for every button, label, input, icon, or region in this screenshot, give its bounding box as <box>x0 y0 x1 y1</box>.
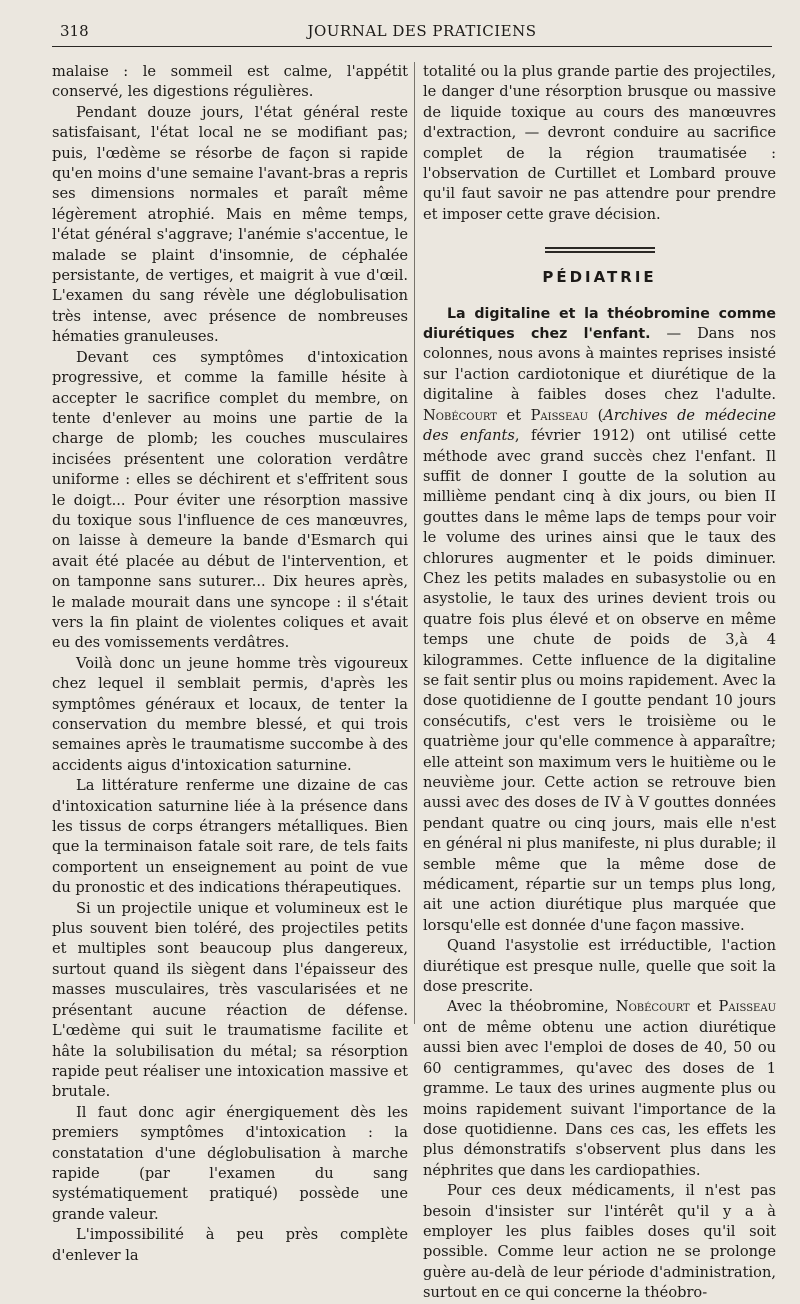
paragraph: La littérature renferme une dizaine de cas d'intoxication saturnine liée à la présence dans les tissus de corps étrangers métalliques. Bien que la terminaison fatale soit rare, de tels faits comportent un enseignement au point de vue du pronostic et des indications thérapeutiques. <box>52 777 408 897</box>
paragraph: Pendant douze jours, l'état général reste satisfaisant, l'état local ne se modifiant pas; puis, l'œdème se résorbe de façon si rapide qu'en moins d'une semaine l'avant-bras a repris ses dimensions normales et paraît même légèrement atrophié. Mais en même temps, l'état général s'aggrave; l'anémie s'accentue, le malade se plaint d'insomnie, de céphalée persistante, de vertiges, et maigrit à vue d'œil. L'examen du sang révèle une déglobulisation très intense, avec présence de nombreuses hématies granuleuses. <box>52 103 408 346</box>
paragraph <box>423 997 776 1181</box>
text-run: , février 1912) ont utilisé cette méthode avec grand succès chez l'enfant. Il suffit de donner I goutte de la solution au millième pendant cinq à dix jours, ou bien II gouttes dans le même laps de temps pour voir le volume des urines ainsi que le taux des chlorures augmenter et le poids diminuer. Chez les petits malades en subasystolie ou en asystolie, le taux des urines devient trois ou quatre fois plus élevé et on observe en même temps une chute de poids de 3,à 4 kilogrammes. Cette influence de la digitaline se fait sentir plus ou moins rapidement. Avec la dose quotidienne de I goutte pendant 10 jours consécutifs, c'est vers le troisième ou le quatrième jour qu'elle commence à apparaître; elle atteint son maximum vers le huitième ou le neuvième jour. Cette action se retrouve bien aussi avec des doses de IV à V gouttes données pendant quatre ou cinq jours, mais elle n'est en général ni plus manifeste, ni plus durable; il semble même que la même dose de médicament, répartie sur un temps plus long, ait une action diurétique plus marquée que lorsqu'elle est donnée d'une façon massive. <box>423 427 776 934</box>
author-name: Paisseau <box>530 406 589 424</box>
author-name: Paisseau <box>718 998 776 1016</box>
paragraph: Quand l'asystolie est irréductible, l'action diurétique est presque nulle, quelle que soit la dose prescrite. <box>423 937 776 996</box>
right-column <box>423 62 776 1304</box>
paragraph: L'impossibilité à peu près complète d'enlever la <box>52 1226 408 1264</box>
reference-title: Archives de médecine des enfants <box>423 406 776 445</box>
article-title: La digitaline et la théobromine comme diurétiques chez l'enfant. <box>423 305 776 343</box>
paragraph: Il faut donc agir énergiquement dès les premiers symptômes d'intoxication : la constatation d'une déglobulisation à marche rapide (par l'examen du sang systématiquement pratiqué) possède une grande valeur. <box>52 1103 408 1223</box>
text-run: et <box>689 998 719 1016</box>
author-name: Nobécourt <box>615 998 690 1016</box>
paragraph: Voilà donc un jeune homme très vigoureux chez lequel il semblait permis, d'après les symptômes généraux et locaux, de tenter la conservation du membre blessé, et qui trois semaines après le traumatisme succombe à des accidents aigus d'intoxication saturnine. <box>52 654 408 774</box>
text-run: et <box>496 406 531 424</box>
column-divider <box>414 62 415 1024</box>
author-name: Nobécourt <box>423 406 497 424</box>
article-lead <box>423 304 776 937</box>
left-column <box>52 62 408 1266</box>
running-header <box>52 20 772 47</box>
text-run: — Dans nos colonnes, nous avons à maintes reprises insisté sur l'action cardiotonique et diurétique de la digitaline à faibles doses chez l'adulte. <box>423 325 776 404</box>
section-separator <box>545 247 655 253</box>
paragraph: totalité ou la plus grande partie des projectiles, le danger d'une résorption brusque ou massive de liquide toxique au cours des manœuvres d'extraction, — devront conduire au sacrifice complet de la région traumatisée : l'observation de Curtillet et Lombard prouve qu'il faut savoir ne pas attendre pour prendre et imposer cette grave décision. <box>423 63 776 223</box>
paragraph: Pour ces deux médicaments, il n'est pas besoin d'insister sur l'intérêt qu'il y a à employer les plus faibles doses qu'il soit possible. Comme leur action ne se prolonge guère au-delà de leur période d'administration, surtout en ce qui concerne la théobro- <box>423 1182 776 1302</box>
text-run: ont de même obtenu une action diurétique aussi bien avec l'emploi de doses de 40, 50 ou 60 centigrammes, qu'avec des doses de 1 gramme. Le taux des urines augmente plus ou moins rapidement suivant l'importance de la dose quotidienne. Dans ces cas, les effets les plus démonstratifs s'observent plus dans les néphrites que dans les cardiopathies. <box>423 1018 776 1179</box>
paragraph: Devant ces symptômes d'intoxication progressive, et comme la famille hésite à accepter le sacrifice complet du membre, on tente d'enlever au moins une partie de la charge de plomb; les couches musculaires incisées présentent une coloration verdâtre uniforme : elles se déchirent et s'effritent sous le doigt... Pour éviter une résorption massive du toxique sous l'influence de ces manœuvres, on laisse à demeure la bande d'Esmarch qui avait été placée au début de l'intervention, et on tamponne sans suturer... Dix heures après, le malade mourait dans une syncope : il s'était vers la fin plaint de violentes coliques et avait eu des vomissements verdâtres. <box>52 348 408 652</box>
paragraph: malaise : le sommeil est calme, l'appétit conservé, les digestions régulières. <box>52 63 408 101</box>
section-title: PÉDIATRIE <box>542 268 657 287</box>
journal-title: JOURNAL DES PRATICIENS <box>307 22 537 40</box>
paragraph: Si un projectile unique et volumineux est le plus souvent bien toléré, des projectiles petits et multiples sont beaucoup plus dangereux, surtout quand ils siègent dans l'épaisseur des masses musculaires, très vascularisées et ne présentant aucune réaction de défense. L'œdème qui suit le traumatisme facilite et hâte la solubilisation du métal; sa résorption rapide peut réaliser une intoxication massive et brutale. <box>52 899 408 1101</box>
text-run: ( <box>588 406 604 424</box>
text-run: Avec la théobromine, <box>447 998 616 1016</box>
page-number: 318 <box>60 22 89 40</box>
